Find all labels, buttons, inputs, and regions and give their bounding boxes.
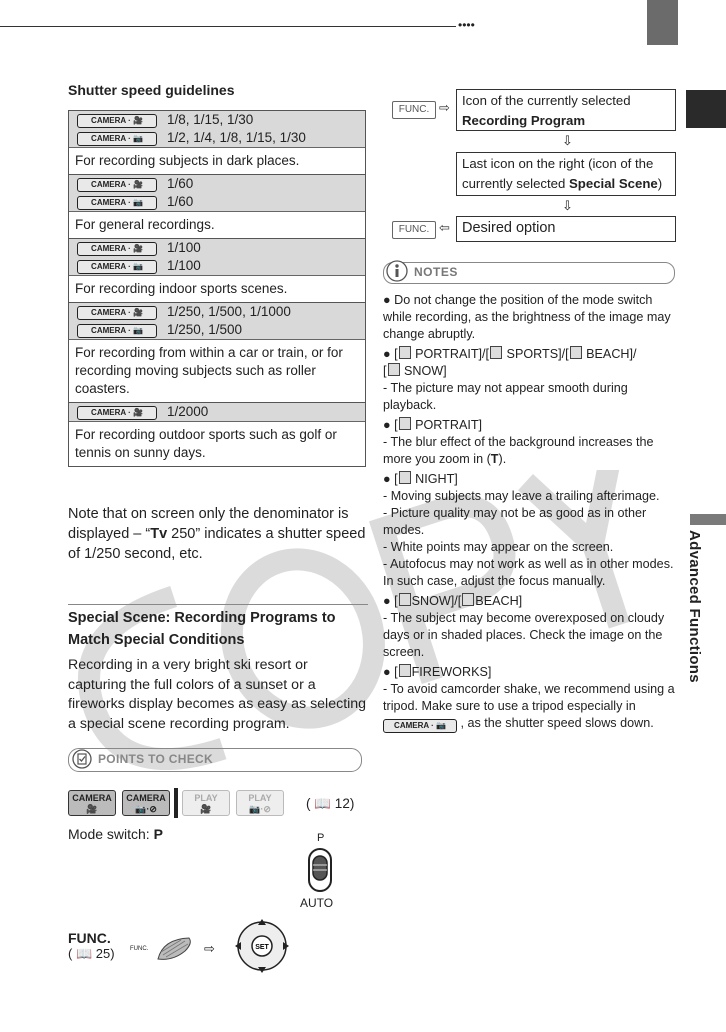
func-button-step1: FUNC. bbox=[392, 101, 436, 119]
card-shutter-speeds: 1/250, 1/500 bbox=[167, 322, 243, 337]
snow-icon bbox=[388, 363, 400, 376]
guideline-description: For general recordings. bbox=[69, 212, 365, 239]
camera-tape-mode-badge: CAMERA · 🎥 bbox=[77, 406, 157, 420]
arrow-down-icon: ⇩ bbox=[562, 198, 573, 213]
tape-shutter-speeds: 1/60 bbox=[167, 176, 194, 191]
points-to-check-label: POINTS TO CHECK bbox=[98, 752, 213, 766]
beach-icon bbox=[462, 593, 474, 606]
page-reference: ( 📖 12) bbox=[306, 796, 355, 811]
guideline-description: For recording outdoor sports such as golf or tennis on sunny days. bbox=[69, 422, 365, 466]
flow-step-recording-program: Icon of the currently selected Recording Program bbox=[456, 89, 676, 131]
camera-card-mode-badge: CAMERA · 📷 bbox=[77, 196, 157, 210]
guideline-row bbox=[69, 175, 365, 239]
camera-tape-mode-badge: CAMERA · 🎥 bbox=[77, 242, 157, 256]
top-rule bbox=[0, 26, 456, 27]
fireworks-icon bbox=[399, 664, 411, 677]
special-scene-heading: Special Scene: Recording Programs to Match Special Conditions bbox=[68, 604, 368, 651]
flow-step-desired-option: Desired option bbox=[456, 216, 676, 242]
joystick-icon bbox=[234, 918, 290, 974]
camera-card-mode-badge: CAMERA · 📷 bbox=[383, 719, 457, 733]
special-scene-intro: Recording in a very bright ski resort or capturing the full colors of a sunset or a fireworks display becomes as easy as selecting a special scene recording program. bbox=[68, 657, 367, 732]
arrow-right-icon: ⇨ bbox=[439, 100, 450, 115]
card-shutter-speeds: 1/60 bbox=[167, 194, 194, 209]
switch-auto-label: AUTO bbox=[300, 896, 334, 910]
guidelines-title: Shutter speed guidelines bbox=[68, 82, 235, 98]
camera-card-mode-icon: CAMERA 📷·⊘ bbox=[122, 790, 170, 816]
portrait-icon bbox=[399, 417, 411, 430]
func-page-reference: ( 📖 25) bbox=[68, 946, 115, 961]
tape-shutter-speeds: 1/100 bbox=[167, 240, 201, 255]
guideline-row bbox=[69, 239, 365, 303]
note-item: ● [ PORTRAIT]/[ SPORTS]/[ BEACH]/ [ SNOW] - The picture may not appear smooth during playback. bbox=[383, 347, 637, 412]
snow-icon bbox=[399, 593, 411, 606]
camera-card-mode-badge: CAMERA · 📷 bbox=[77, 260, 157, 274]
tape-shutter-speeds: 1/2000 bbox=[167, 404, 209, 419]
guideline-description: For recording indoor sports scenes. bbox=[69, 276, 365, 303]
chapter-side-label: Advanced Functions bbox=[686, 530, 703, 683]
camera-card-mode-badge: CAMERA · 📷 bbox=[77, 324, 157, 338]
flow-step-special-scene: Last icon on the right (icon of the currently selected Special Scene) bbox=[456, 152, 676, 196]
portrait-icon bbox=[399, 346, 411, 359]
tape-shutter-speeds: 1/250, 1/500, 1/1000 bbox=[167, 304, 291, 319]
mode-separator bbox=[174, 788, 178, 818]
sports-icon bbox=[490, 346, 502, 359]
top-page-tab bbox=[647, 0, 678, 45]
svg-text:SET: SET bbox=[255, 944, 269, 951]
camera-tape-mode-badge: CAMERA · 🎥 bbox=[77, 114, 157, 128]
note-item: ● [ SNOW]/[ BEACH] - The subject may become overexposed on cloudy days or in shaded places. Check the image on the screen. bbox=[383, 594, 665, 659]
shutter-speed-table bbox=[68, 110, 366, 467]
play-card-mode-icon: PLAY 📷·⊘ bbox=[236, 790, 284, 816]
night-icon bbox=[399, 471, 411, 484]
camera-tape-mode-icon: CAMERA 🎥 bbox=[68, 790, 116, 816]
section-tab-marker bbox=[686, 90, 726, 128]
arrow-right-icon: ⇨ bbox=[204, 941, 215, 956]
chapter-tab-marker bbox=[690, 514, 726, 525]
notes-list bbox=[383, 292, 679, 736]
denominator-note: Note that on screen only the denominator is displayed – “Tv 250” indicates a shutter speed of 1/250 second, etc. bbox=[68, 506, 366, 562]
notes-label: NOTES bbox=[414, 265, 458, 279]
guideline-row bbox=[69, 111, 365, 175]
func-button-step2: FUNC. bbox=[392, 221, 436, 239]
note-item: ● Do not change the position of the mode switch while recording, as the brightness of the image may change abruptly. bbox=[383, 293, 671, 341]
tape-shutter-speeds: 1/8, 1/15, 1/30 bbox=[167, 112, 254, 127]
guideline-row bbox=[69, 403, 365, 466]
guideline-row bbox=[69, 303, 365, 403]
note-item: ● [ PORTRAIT] - The blur effect of the background increases the more you zoom in (T). bbox=[383, 418, 654, 466]
card-shutter-speeds: 1/100 bbox=[167, 258, 201, 273]
mode-switch-instruction: Mode switch: P bbox=[68, 826, 163, 842]
switch-p-label: P bbox=[317, 832, 325, 844]
header-dots: •••• bbox=[458, 18, 475, 32]
mode-switch-icon bbox=[306, 848, 334, 892]
guideline-description: For recording from within a car or train, or for recording moving subjects such as roller coasters. bbox=[69, 340, 365, 403]
info-icon bbox=[386, 260, 408, 282]
camera-tape-mode-badge: CAMERA · 🎥 bbox=[77, 306, 157, 320]
tv-symbol: Tv bbox=[150, 526, 168, 542]
arrow-left-icon: ⇦ bbox=[439, 220, 450, 235]
camera-card-mode-badge: CAMERA · 📷 bbox=[77, 132, 157, 146]
note-item: ● [ FIREWORKS] - To avoid camcorder shake, we recommend using a tripod. Make sure to use a tripod especially in CAMERA · 📷 , as the shutter speed slows down. bbox=[383, 664, 679, 733]
checklist-icon bbox=[72, 749, 92, 769]
camera-tape-mode-badge: CAMERA · 🎥 bbox=[77, 178, 157, 192]
guideline-description: For recording subjects in dark places. bbox=[69, 148, 365, 175]
func-heading: FUNC. bbox=[68, 930, 111, 946]
play-tape-mode-icon: PLAY 🎥 bbox=[182, 790, 230, 816]
arrow-down-icon: ⇩ bbox=[562, 133, 573, 148]
card-shutter-speeds: 1/2, 1/4, 1/8, 1/15, 1/30 bbox=[167, 130, 306, 145]
note-item: ● [ NIGHT] - Moving subjects may leave a trailing afterimage. - Picture quality may not be as good as in other modes. - White points may appear on the screen. - Autofocus may not work as well as in other modes. In such case, adjust the focus manually. bbox=[383, 472, 674, 588]
beach-icon bbox=[570, 346, 582, 359]
func-button-label: FUNC. bbox=[130, 946, 149, 952]
func-button-icon bbox=[155, 935, 195, 963]
